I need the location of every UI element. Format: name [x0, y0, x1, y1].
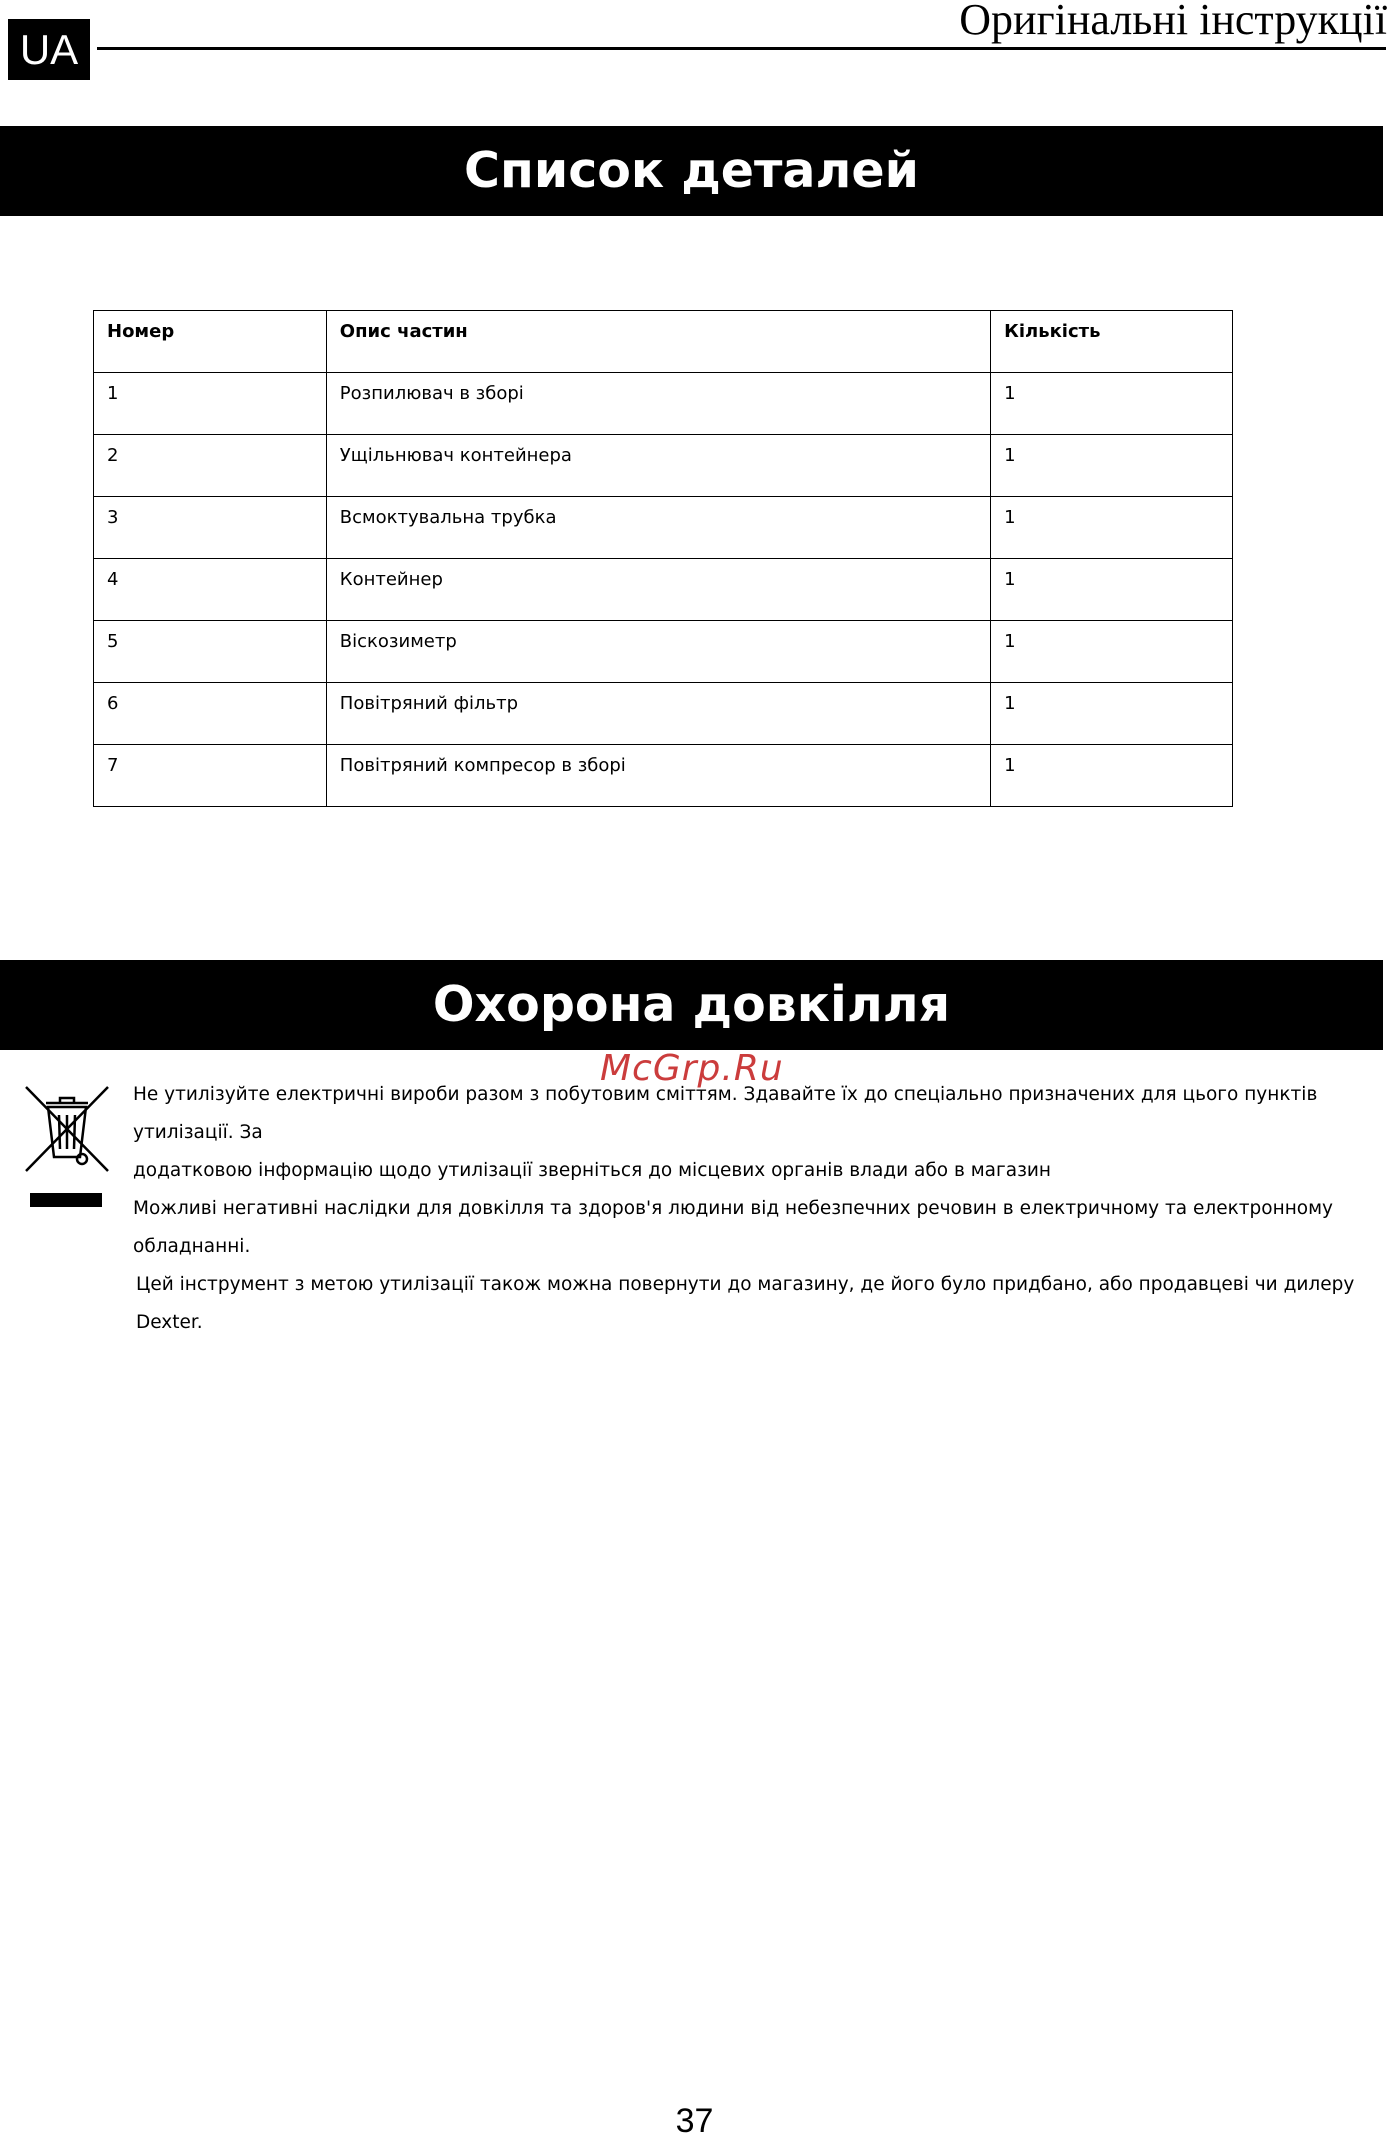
part-number: 6 [94, 683, 327, 745]
part-description: Повітряний компресор в зборі [326, 745, 990, 807]
environment-heading: Охорона довкілля [0, 960, 1383, 1050]
column-header-description: Опис частин [326, 311, 990, 373]
weee-crossed-bin-icon [24, 1085, 110, 1211]
part-number: 1 [94, 373, 327, 435]
environment-text-line: обладнанні. [133, 1236, 251, 1257]
table-row [94, 745, 1233, 807]
part-quantity: 1 [991, 745, 1233, 807]
part-quantity: 1 [991, 435, 1233, 497]
column-header-number: Номер [94, 311, 327, 373]
table-row [94, 435, 1233, 497]
environment-text-line: Можливі негативні наслідки для довкілля та здоров'я людини від небезпечних речовин в електричному та електронному [133, 1198, 1334, 1219]
part-description: Контейнер [326, 559, 990, 621]
part-quantity: 1 [991, 373, 1233, 435]
part-number: 3 [94, 497, 327, 559]
part-quantity: 1 [991, 559, 1233, 621]
part-description: Ущільнювач контейнера [326, 435, 990, 497]
part-description: Віскозиметр [326, 621, 990, 683]
document-title: Оригінальні інструкції [953, 0, 1387, 45]
table-header-row [94, 311, 1233, 373]
part-number: 7 [94, 745, 327, 807]
parts-table [93, 310, 1233, 807]
parts-list-heading: Список деталей [0, 126, 1383, 216]
table-row [94, 683, 1233, 745]
environment-text-line: Цей інструмент з метою утилізації також можна повернути до магазину, де його було придбано, або продавцеві чи дилеру Dexter. [136, 1274, 1355, 1333]
part-number: 2 [94, 435, 327, 497]
column-header-quantity: Кількість [991, 311, 1233, 373]
table-row [94, 621, 1233, 683]
language-badge: UA [8, 19, 90, 80]
table-row [94, 559, 1233, 621]
part-description: Розпилювач в зборі [326, 373, 990, 435]
table-row [94, 373, 1233, 435]
page-number: 37 [675, 2102, 714, 2140]
environment-text [133, 1076, 1373, 1342]
part-number: 5 [94, 621, 327, 683]
environment-text-line: Не утилізуйте електричні вироби разом з побутовим сміттям. Здавайте їх до спеціально призначених для цього пунктів утилізації. За [133, 1084, 1318, 1143]
watermark: McGrp.Ru [600, 1048, 784, 1089]
part-number: 4 [94, 559, 327, 621]
part-quantity: 1 [991, 683, 1233, 745]
part-quantity: 1 [991, 621, 1233, 683]
part-description: Всмоктувальна трубка [326, 497, 990, 559]
header-rule [97, 47, 1386, 50]
part-quantity: 1 [991, 497, 1233, 559]
part-description: Повітряний фільтр [326, 683, 990, 745]
table-row [94, 497, 1233, 559]
environment-text-line: додатковою інформацію щодо утилізації зверніться до місцевих органів влади або в магазин [133, 1160, 1052, 1181]
